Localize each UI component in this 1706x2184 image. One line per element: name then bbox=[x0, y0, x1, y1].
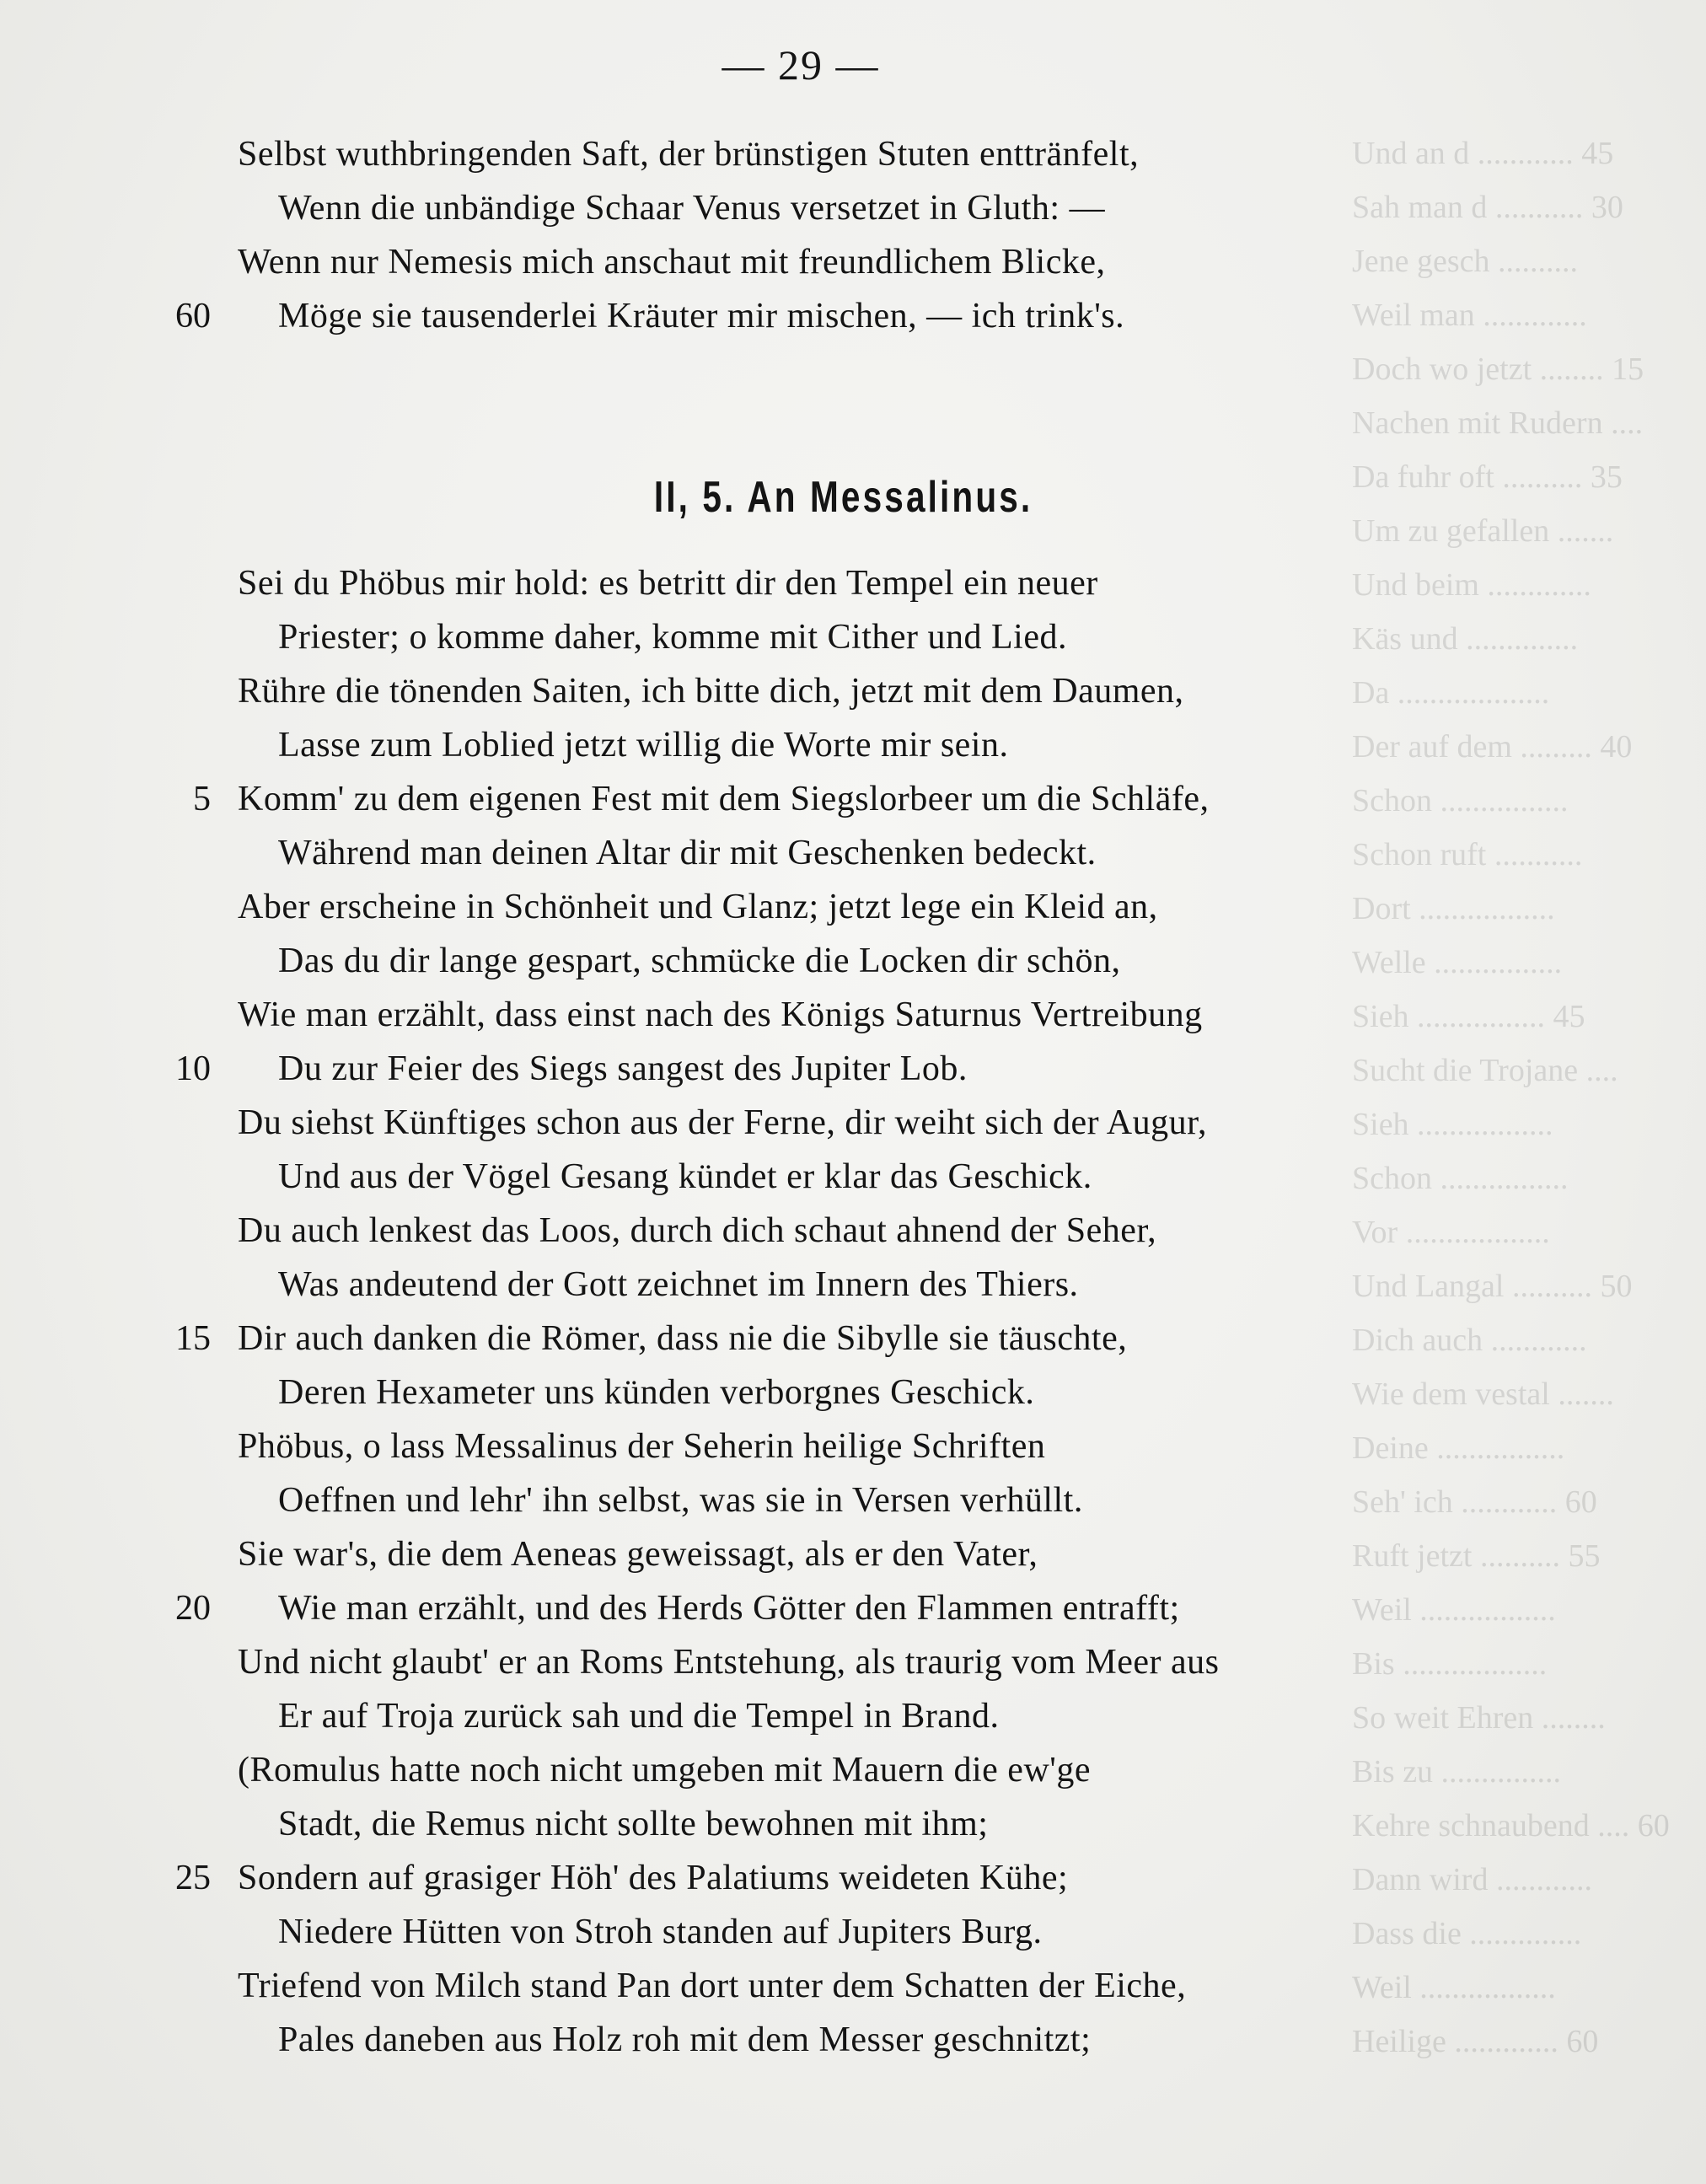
poem-line: Während man deinen Altar dir mit Geschenken bedeckt. bbox=[278, 834, 1097, 872]
line-number: 5 bbox=[193, 780, 211, 818]
line-number: 60 bbox=[175, 297, 211, 335]
poem-line: Deren Hexameter uns künden verborgnes Geschick. bbox=[278, 1373, 1035, 1412]
page-number: — 29 — bbox=[722, 41, 880, 89]
poem-line: Das du dir lange gespart, schmücke die Locken dir schön, bbox=[278, 942, 1121, 980]
poem-line: Du siehst Künftiges schon aus der Ferne, dir weiht sich der Augur, bbox=[238, 1103, 1207, 1142]
line-number: 10 bbox=[175, 1049, 211, 1088]
poem-line: Wie man erzählt, dass einst nach des Königs Saturnus Vertreibung bbox=[238, 995, 1203, 1034]
poem-line: Sondern auf grasiger Höh' des Palatiums weideten Kühe; bbox=[238, 1859, 1069, 1897]
poem-line: Oeffnen und lehr' ihn selbst, was sie in Versen verhüllt. bbox=[278, 1481, 1083, 1520]
poem-line: (Romulus hatte noch nicht umgeben mit Mauern die ew'ge bbox=[238, 1751, 1091, 1790]
poem-line: Aber erscheine in Schönheit und Glanz; jetzt lege ein Kleid an, bbox=[238, 888, 1158, 926]
poem-line: Lasse zum Loblied jetzt willig die Worte mir sein. bbox=[278, 726, 1009, 765]
poem-line: Und nicht glaubt' er an Roms Entstehung, als traurig vom Meer aus bbox=[238, 1643, 1220, 1682]
poem-line: Du auch lenkest das Loos, durch dich schaut ahnend der Seher, bbox=[238, 1211, 1157, 1250]
poem-line: Stadt, die Remus nicht sollte bewohnen mit ihm; bbox=[278, 1805, 989, 1843]
poem-line: Pales daneben aus Holz roh mit dem Messer geschnitzt; bbox=[278, 2020, 1092, 2059]
poem-line: Und aus der Vögel Gesang kündet er klar das Geschick. bbox=[278, 1157, 1092, 1196]
poem-line: Sie war's, die dem Aeneas geweissagt, als er den Vater, bbox=[238, 1535, 1038, 1574]
poem-line: Rühre die tönenden Saiten, ich bitte dich, jetzt mit dem Daumen, bbox=[238, 672, 1184, 711]
line-number: 25 bbox=[175, 1859, 211, 1897]
poem-line: Komm' zu dem eigenen Fest mit dem Siegslorbeer um die Schläfe, bbox=[238, 780, 1210, 818]
poem-line: Sei du Phöbus mir hold: es betritt dir den Tempel ein neuer bbox=[238, 564, 1098, 603]
poem-line: Niedere Hütten von Stroh standen auf Jupiters Burg. bbox=[278, 1913, 1043, 1951]
line-number: 20 bbox=[175, 1589, 211, 1628]
poem-line: Du zur Feier des Siegs sangest des Jupiter Lob. bbox=[278, 1049, 968, 1088]
poem-line: Dir auch danken die Römer, dass nie die Sibylle sie täuschte, bbox=[238, 1319, 1128, 1358]
poem-line: Triefend von Milch stand Pan dort unter dem Schatten der Eiche, bbox=[238, 1967, 1187, 2005]
poem-line: Selbst wuthbringenden Saft, der brünstigen Stuten enttränfelt, bbox=[238, 135, 1140, 174]
poem-line: Möge sie tausenderlei Kräuter mir mischen, — ich trink's. bbox=[278, 297, 1125, 335]
poem-line: Wenn nur Nemesis mich anschaut mit freundlichem Blicke, bbox=[238, 243, 1106, 282]
poem-line: Phöbus, o lass Messalinus der Seherin heilige Schriften bbox=[238, 1427, 1046, 1466]
line-number: 15 bbox=[175, 1319, 211, 1358]
poem-line: Wenn die unbändige Schaar Venus versetzet in Gluth: — bbox=[278, 189, 1106, 228]
poem-line: Was andeutend der Gott zeichnet im Innern des Thiers. bbox=[278, 1265, 1079, 1304]
poem-line: Priester; o komme daher, komme mit Cither und Lied. bbox=[278, 618, 1067, 657]
section-heading: II, 5. An Messalinus. bbox=[653, 473, 1033, 522]
poem-line: Er auf Troja zurück sah und die Tempel in Brand. bbox=[278, 1697, 1000, 1736]
bleed-through-text: Und an d ............ 45 Sah man d ........... 30 Jene gesch .......... Weil man ............. Doch wo jetzt ........ 15 Nachen mit Rudern .... Da fuhr oft .......... 35 Um zu gefallen ....... Und beim ............. Käs und .............. Da ................... Der auf dem ......... 40 Schon ................ Schon ruft ........... Dort ................. Welle ................ Sieh ................ 45 Sucht die Trojane .... Sieh ................. Schon ................ Vor .................. Und Langal .......... 50 Dich auch ............ Wie dem vestal ....... Deine ................ Seh' ich ............ 60 Ruft jetzt .......... 55 Weil ................. Bis .................. So weit Ehren ........ Bis zu ............... Kehre schnaubend .... 60 Dann wird ............ Dass die .............. Weil ................. Heilige ............. 60 bbox=[1352, 136, 1670, 2059]
poem-line: Wie man erzählt, und des Herds Götter den Flammen entrafft; bbox=[278, 1589, 1180, 1628]
